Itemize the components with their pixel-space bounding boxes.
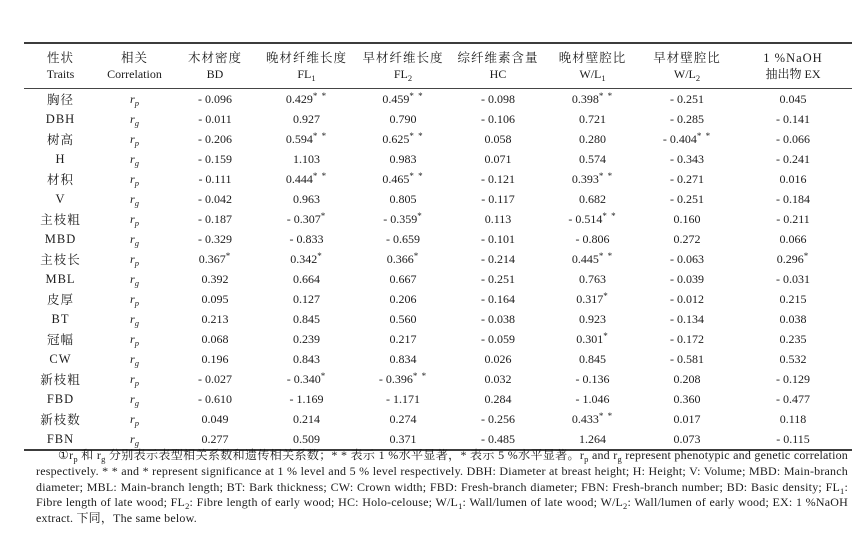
value-cell: - 1.046 [575,391,610,406]
value-cell: 0.459* * [382,90,424,106]
table-row [24,269,852,289]
correlation-type-cell: $r_g$ [130,111,139,128]
value-cell: 0.071 [484,151,512,166]
column-header-zh: 综纤维素含量 [457,51,539,65]
value-cell: 0.235 [779,331,807,346]
column-header-zh: 晚材壁腔比 [558,51,627,65]
column-header-symbol: Traits [46,67,75,81]
value-cell: 0.058 [484,131,512,146]
value-cell: 0.923 [579,311,606,326]
trait-cell: FBN [24,429,97,450]
value-cell: 0.068 [201,331,229,346]
column-header-symbol: $W/L_2$ [673,67,701,83]
value-cell: 0.360 [673,391,701,406]
value-cell: 0.834 [389,351,417,366]
value-cell: 0.073 [640,429,734,450]
value-cell: - 0.141 [776,111,810,126]
value-cell: 0.284 [484,391,512,406]
value-cell: 0.113 [484,211,512,226]
column-header [545,43,640,89]
table-row [24,349,852,369]
value-cell: - 0.251 [670,91,704,106]
value-cell: - 0.610 [198,391,232,406]
value-cell: 0.682 [579,191,606,206]
value-cell: 0.217 [389,331,417,346]
value-cell: 0.790 [389,111,417,126]
table-row [24,109,852,129]
correlation-type-cell: $r_p$ [130,371,139,388]
table-row [24,329,852,349]
column-header [451,43,545,89]
value-cell: 0.625* * [382,130,424,146]
correlation-type-cell: $r_g$ [130,191,139,208]
column-header [640,43,734,89]
value-cell: 0.429* * [285,90,328,106]
value-cell: 0.045 [779,91,807,106]
value-cell: 0.208 [673,371,701,386]
correlation-type-cell: $r_p$ [130,131,139,148]
correlation-type-cell: $r_p$ [130,291,139,308]
trait-cell: 树高 [46,133,74,147]
value-cell: 0.845 [293,311,320,326]
value-cell: 0.160 [673,211,701,226]
table-row [24,209,852,229]
column-header-zh: 早材壁腔比 [653,51,721,65]
value-cell: 0.038 [779,311,807,326]
table-footnote: $①r_p$ 和 $r_g$ 分别表示表型相关系数和遗传相关系数；* * 表示 1 %水平显著，* 表示 5 %水平显著。$r_p$ and $r_g$ represent phenotypic and genetic correlation respectively. * * and * represent significance at 1 % level and 5 % level respectively. DBH: Diameter at breast height; H: Height; V: Volume; MBD: Main-branch diameter; MBL: Main-branch length; BT: Bark thickness; CW: Crown width; FBD: Fresh-branch diameter; FBN: Fresh-branch number; BD: Basic density; $FL_1$: Fibre length of late wood; $FL_2$: Fibre length of early wood; HC: Holo-celouse; $W/L_1$: Wall/lumen of late wood; $W/L_2$: Wall/lumen of early wood; EX: 1 %NaOH extract. 下同，The same below. [36,448,849,526]
value-cell: - 0.514* * [568,210,617,226]
value-cell: 0.026 [484,351,512,366]
column-header [24,43,97,89]
value-cell: 0.983 [389,151,417,166]
value-cell: - 0.187 [198,211,232,226]
table-row [24,169,852,189]
correlation-type-cell: $r_g$ [130,311,139,328]
value-cell: - 0.027 [198,371,232,386]
value-cell: 0.274 [389,411,417,426]
value-cell: 0.239 [293,331,320,346]
value-cell: 0.272 [673,231,701,246]
value-cell: - 0.066 [776,131,810,146]
table-header [24,43,852,89]
value-cell: 0.017 [673,411,701,426]
value-cell: - 0.039 [670,271,704,286]
correlation-type-cell: $r_g$ [97,429,172,450]
value-cell: 1.103 [293,151,320,166]
value-cell: 0.667 [389,271,417,286]
value-cell: - 0.012 [670,291,704,306]
trait-cell: 冠幅 [46,333,74,347]
value-cell: 0.196 [201,351,229,366]
correlation-type-cell: $r_g$ [130,231,139,248]
table-row [24,189,852,209]
column-header-symbol: HC [489,67,507,81]
correlation-type-cell: $r_p$ [130,251,139,268]
value-cell: 0.032 [484,371,512,386]
column-header-zh: 性状 [46,51,74,65]
correlation-type-cell: $r_p$ [130,211,139,228]
value-cell: 0.367* [198,250,232,266]
column-header [172,43,258,89]
value-cell: - 0.117 [481,191,515,206]
column-header [355,43,451,89]
correlation-type-cell: $r_g$ [130,151,139,168]
value-cell: 0.532 [779,351,807,366]
value-cell: 0.127 [293,291,320,306]
value-cell: 0.721 [579,111,606,126]
trait-cell: 主枝长 [40,253,81,267]
trait-cell: 皮厚 [46,293,74,307]
value-cell: 0.118 [779,411,807,426]
column-header-zh: 早材纤维长度 [362,51,444,65]
value-cell: - 0.063 [670,251,704,266]
column-header-symbol: $W/L_1$ [579,67,606,83]
table-body [24,89,852,451]
value-cell: 0.560 [389,311,417,326]
header-row [24,43,852,89]
trait-cell: MBL [45,271,76,286]
value-cell: 0.301* [576,330,609,346]
value-cell: - 0.833 [289,231,324,246]
value-cell: 0.016 [779,171,807,186]
value-cell: 0.342* [290,250,323,266]
correlation-type-cell: $r_p$ [130,171,139,188]
value-cell: - 1.171 [386,391,420,406]
value-cell: - 0.307* [286,210,327,226]
column-header [734,43,852,89]
table-row [24,309,852,329]
value-cell: 0.445* * [571,250,614,266]
column-header-zh: 晚材纤维长度 [265,51,347,65]
trait-cell: 材积 [46,173,74,187]
value-cell: 0.049 [201,411,229,426]
value-cell: 0.206 [389,291,417,306]
table-row [24,149,852,169]
value-cell: - 0.159 [198,151,232,166]
column-header-symbol: BD [206,67,224,81]
column-header-symbol: $FL_2$ [393,67,413,83]
correlation-table [24,42,852,451]
value-cell: - 0.111 [198,171,232,186]
value-cell: 0.213 [201,311,229,326]
value-cell: - 0.164 [481,291,515,306]
value-cell: - 1.169 [289,391,324,406]
trait-cell: V [55,191,66,206]
value-cell: - 0.136 [575,371,610,386]
value-cell: 0.845 [579,351,606,366]
column-header-zh: 木材密度 [187,51,242,65]
value-cell: 0.214 [293,411,320,426]
value-cell: 0.763 [579,271,606,286]
value-cell: - 0.214 [481,251,515,266]
value-cell: 0.664 [293,271,320,286]
value-cell: - 0.098 [481,91,515,106]
value-cell: 0.805 [389,191,417,206]
value-cell: 0.392 [201,271,229,286]
value-cell: 0.277 [172,429,258,450]
value-cell: - 0.340* [286,370,327,386]
trait-cell: H [55,151,66,166]
value-cell: - 0.285 [670,111,704,126]
value-cell: 1.264 [545,429,640,450]
table-row [24,89,852,110]
value-cell: - 0.659 [386,231,420,246]
trait-cell: 胸径 [46,93,74,107]
value-cell: 0.366* [386,250,420,266]
value-cell: - 0.251 [481,271,515,286]
value-cell: 0.574 [579,151,606,166]
value-cell: - 0.038 [481,311,515,326]
value-cell: - 0.404* * [662,130,712,146]
table-row [24,289,852,309]
value-cell: - 0.121 [481,171,515,186]
value-cell: 0.398* * [571,90,614,106]
value-cell: 0.509 [258,429,355,450]
table-row [24,129,852,149]
value-cell: - 0.241 [776,151,810,166]
table-row [24,429,852,450]
trait-cell: CW [49,351,72,366]
column-header-symbol: $FL_1$ [297,67,316,83]
table-row [24,369,852,389]
value-cell: 0.843 [293,351,320,366]
column-header-symbol: 抽出物 EX [765,67,821,81]
value-cell: - 0.329 [198,231,232,246]
trait-cell: DBH [45,111,76,126]
value-cell: - 0.106 [481,111,515,126]
table-row [24,389,852,409]
trait-cell: BT [51,311,70,326]
trait-cell: FBD [46,391,75,406]
trait-cell: 新枝粗 [40,373,81,387]
value-cell: - 0.129 [776,371,810,386]
value-cell: - 0.115 [734,429,852,450]
table-row [24,249,852,269]
value-cell: - 0.172 [670,331,704,346]
value-cell: - 0.206 [198,131,232,146]
value-cell: 0.963 [293,191,320,206]
value-cell: 0.433* * [571,410,614,426]
column-header-zh: 相关 [120,51,148,65]
correlation-type-cell: $r_g$ [130,391,139,408]
column-header-symbol: Correlation [107,67,162,81]
value-cell: - 0.031 [776,271,810,286]
value-cell: 0.095 [201,291,229,306]
value-cell: 0.371 [355,429,451,450]
value-cell: - 0.134 [670,311,704,326]
value-cell: - 0.485 [451,429,545,450]
trait-cell: 主枝粗 [40,213,81,227]
value-cell: - 0.184 [776,191,810,206]
trait-cell: MBD [44,231,77,246]
value-cell: - 0.806 [575,231,610,246]
table-row [24,229,852,249]
value-cell: - 0.581 [670,351,704,366]
correlation-type-cell: $r_p$ [130,91,139,108]
column-header [258,43,355,89]
value-cell: 0.594* * [285,130,328,146]
value-cell: - 0.396* * [378,370,428,386]
value-cell: 0.280 [579,131,606,146]
value-cell: 0.444* * [285,170,328,186]
value-cell: - 0.256 [481,411,515,426]
value-cell: - 0.251 [670,191,704,206]
value-cell: 0.927 [293,111,320,126]
value-cell: 0.465* * [382,170,424,186]
value-cell: - 0.101 [481,231,515,246]
column-header-zh: 1 %NaOH [763,51,823,65]
value-cell: - 0.096 [198,91,232,106]
value-cell: - 0.059 [481,331,515,346]
correlation-type-cell: $r_p$ [130,411,139,428]
value-cell: - 0.477 [776,391,810,406]
correlation-type-cell: $r_p$ [130,331,139,348]
value-cell: - 0.011 [198,111,232,126]
table-row [24,409,852,429]
value-cell: - 0.271 [670,171,704,186]
value-cell: 0.066 [779,231,807,246]
correlation-type-cell: $r_g$ [130,271,139,288]
value-cell: 0.317* [576,290,609,306]
correlation-type-cell: $r_g$ [130,351,139,368]
value-cell: - 0.042 [198,191,232,206]
value-cell: - 0.211 [776,211,810,226]
trait-cell: 新枝数 [40,413,81,427]
value-cell: - 0.343 [670,151,704,166]
value-cell: 0.215 [779,291,807,306]
value-cell: - 0.359* [383,210,423,226]
value-cell: 0.393* * [571,170,614,186]
value-cell: 0.296* [776,250,810,266]
column-header [97,43,172,89]
